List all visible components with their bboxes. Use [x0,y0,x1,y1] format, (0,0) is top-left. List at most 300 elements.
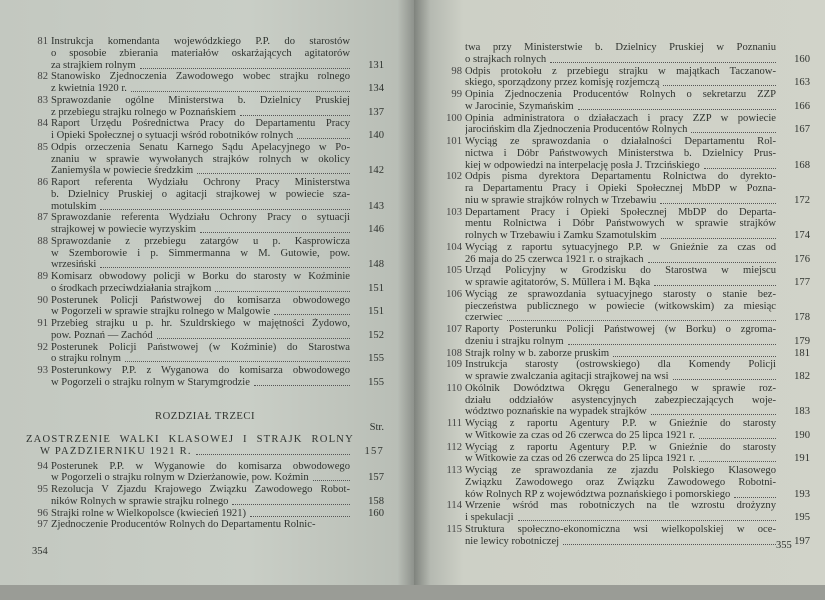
dot-leader [613,348,776,357]
page-folio: 355 [776,540,792,551]
entry-line: Raport Urzędu Pośrednictwa Pracy do Departamentu Pracy [51,118,350,130]
entry-number: 108 [446,347,462,359]
page-number: 131 [368,59,384,71]
entry-number: 109 [446,359,462,371]
page-number: 168 [794,159,810,171]
page-number: 148 [368,259,384,271]
toc-entry [26,365,384,389]
entry-line: o sposobie zbierania materiałów oskarżających agitatorów [51,47,350,59]
entry-line: Związku Zawodowego oraz Związku Zawodowego Robotni- [465,476,776,488]
entry-title [51,36,384,71]
page-number: 172 [794,194,810,206]
entry-line-text: wództwo poznańskie na wypadek strajków [465,406,647,418]
page-number: 151 [368,282,384,294]
entry-line: pieczeństwa publicznego w powiecie (witkowskim) za miesiąc [465,300,776,312]
entry-line: Opinia administratora o działaczach i pracy ZZP w powiecie [465,112,776,124]
chapter-title: ROZDZIAŁ TRZECI [155,410,255,422]
entry-line-text: czerwiec [465,312,503,324]
entry-number: 103 [446,206,462,218]
entry-line-text: w Jarocinie, Szymańskim [465,100,574,112]
entry-number: 107 [446,324,462,335]
entry-line-text: strajkowej w powiecie wyrzyskim [51,224,197,235]
entry-line-text: z przebiegu strajku rolnego w Poznańskiem [51,106,237,118]
right-page [414,0,825,585]
entry-number: 90 [37,294,48,306]
entry-line [51,224,384,236]
entry-line: znaniu w sprawie wywołanych strajków rolnych w okolicy [51,153,350,165]
toc-entries [436,42,810,547]
toc-entry [26,177,384,212]
entry-number: 91 [37,318,48,329]
entry-line [51,83,384,95]
entry-line-text: jarocińskim dla Zjednoczenia Producentów Rolnych [465,124,688,136]
entry-line-text: rolnych w Trzebawiu i Zamku Szamotulskim [465,230,657,241]
entry-number: 97 [37,519,48,531]
entry-title [51,461,384,485]
toc-entry [26,212,384,236]
page-number: 197 [794,535,810,547]
entry-line [465,77,810,89]
entry-title [51,212,384,236]
entry-line: Posterunkowy P.P. z Wyganowa do komisarza obwodowego [51,365,350,376]
entry-title [51,508,384,520]
entry-line: Struktura społeczno-ekonomiczna wsi wielkopolskiej w oce- [465,523,776,535]
entry-title [465,113,810,137]
entry-line [465,348,810,360]
page-folio: 354 [32,546,48,557]
dot-leader [196,446,350,455]
page-number: 155 [368,353,384,365]
entry-line-text: o środkach przeciwdziałania strajkom [51,282,212,294]
entry-line [51,330,384,342]
heading-line [26,446,384,458]
entry-title [51,295,384,319]
dot-leader [215,283,350,292]
page-number: 152 [368,329,384,341]
page-number: 134 [368,83,384,94]
toc-entry [436,207,810,242]
entry-line: w Szemborowie i p. Simmermanna w M. Gutowie, pow. [51,247,350,259]
entry-title [51,95,384,119]
entry-line [51,201,384,213]
entry-line-text: i Opieki Społecznej o sytuacji wśród robotników rolnych [51,130,294,141]
toc-entry [436,66,810,90]
entry-number: 113 [446,465,462,476]
entry-line [51,130,384,142]
entry-line [465,312,810,324]
entry-title [465,42,810,66]
entry-title [465,418,810,442]
toc-entry [436,359,810,383]
toc-entry [436,242,810,266]
entry-title [465,66,810,90]
toc-entry [436,442,810,466]
entry-line [51,60,384,72]
entry-line-text: z kwietnia 1920 r. [51,83,127,94]
page-number: 143 [368,200,384,212]
entry-line: Odpis pisma dyrektora Departamentu Rolnictwa do dyrekto- [465,171,776,183]
entry-title [465,289,810,324]
dot-leader [699,453,776,462]
entry-line [465,512,810,524]
dot-leader [200,224,350,233]
entry-line: Instrukcja starosty (ostrowskiego) dla Komendy Policji [465,359,776,371]
entry-line [465,124,810,136]
dot-leader [550,54,776,63]
entry-line-text: kiej w odpowiedzi na interpelację posła J. Trzcińskiego [465,159,700,171]
entry-line [465,371,810,383]
entry-line [51,165,384,177]
toc-entry [26,461,384,485]
entry-number: 111 [446,418,462,429]
dot-leader [699,430,776,439]
page-number: 142 [368,165,384,177]
entry-line-text: motulskim [51,200,97,212]
entry-line [465,336,810,348]
toc-entries [26,36,384,389]
toc-right [436,42,810,547]
toc-entry [26,508,384,520]
entry-title [465,442,810,466]
entry-line [51,377,384,389]
entry-line-text: o strajkach rolnych [465,53,547,65]
page-number: 190 [794,429,810,441]
toc-entry [26,271,384,295]
entry-line: Odpis protokołu z przebiegu strajku w majątkach Taczanow- [465,65,776,77]
toc-entry [26,484,384,508]
entry-line [465,101,810,113]
dot-leader [673,371,776,380]
entry-number: 86 [37,177,48,188]
entry-line-text: w Witkowie za czas od 26 czerwca do 25 lipca 1921 r. [465,429,696,441]
entry-line: Departament Pracy i Opieki Społecznej MbDP do Departa- [465,206,776,218]
entry-title [465,242,810,266]
entry-line: twa przy Ministerstwie b. Dzielnicy Pruskiej w Poznaniu [465,42,776,53]
entry-line-text: Strajk rolny w b. zaborze pruskim [465,347,610,359]
entry-line [51,353,384,365]
entry-line [51,259,384,271]
page-number: 181 [794,347,810,359]
entry-line [51,472,384,484]
toc-entry [436,42,810,66]
entry-title [465,171,810,206]
toc-entry [26,142,384,177]
entry-number: 94 [37,460,48,472]
page-number: 155 [368,376,384,388]
entry-line-text: ków Rolnych RP z województwa poznańskiego i pomorskiego [465,488,731,500]
entry-line-text: w Pogorzeli o strajku rolnym w Starymgrodzie [51,376,250,388]
entry-line [51,508,384,520]
entry-line: b. Dzielnicy Pruskiej o agitacji strajkowej w powiecie sza- [51,188,350,200]
entry-number: 101 [446,136,462,147]
entry-line: Zjednoczenie Producentów Rolnych do Departamentu Rolnic- [51,519,316,531]
entry-line: Stanowisko Zjednoczenia Zawodowego wobec strajku rolnego [51,71,350,83]
entry-line-text: w Pogorzeli w sprawie strajku rolnego w Malgowie [51,306,271,318]
dot-leader [661,230,776,239]
entry-number: 95 [37,484,48,495]
entry-line [51,283,384,295]
entry-title [465,524,810,548]
entry-line: Rezolucja V Zjazdu Krajowego Związku Zawodowego Robot- [51,484,350,495]
entry-number: 92 [37,341,48,353]
dot-leader [274,306,350,315]
dot-leader [197,165,350,174]
entry-title [51,318,384,342]
entry-line-text: w Witkowie za czas od 26 czerwca do 25 lipca 1921 r. [465,453,696,465]
entry-line-text: 26 maja do 25 czerwca 1921 r. o strajkach [465,253,644,265]
entry-number: 114 [446,500,462,512]
entry-title [465,359,810,383]
entry-line-text: dzeniu i strajku rolnym [465,335,564,347]
dot-leader [563,536,776,545]
entry-line [465,230,810,242]
entry-title [51,142,384,177]
entry-number: 105 [446,265,462,277]
entry-line-text: w sprawie agitatorów, S. Müllera i M. Bąka [465,277,651,288]
entry-number: 82 [37,71,48,83]
entry-line: Wrzenie wśród mas robotniczych na tle wzrostu drożyzny [465,500,776,512]
page-number: 179 [794,335,810,347]
entry-title [465,89,810,113]
heading-line: ZAOSTRZENIE WALKI KLASOWEJ I STRAJK ROLNY [26,434,354,445]
toc-entry [436,136,810,171]
entry-line: Sprawozdanie ogólne Ministerstwa b. Dzielnicy Pruskiej [51,94,350,106]
entry-title [51,177,384,212]
page-number: 166 [794,100,810,112]
toc-entries [26,461,384,532]
entry-line: Wyciąg ze sprawozdania ze zjazdu Polskiego Klasowego [465,465,776,476]
entry-title [51,118,384,142]
page-number: 177 [794,277,810,288]
entry-line: Posterunek P.P. w Wyganowie do komisarza obwodowego [51,460,350,472]
entry-number: 100 [446,112,462,124]
entry-line-text: Strajki rolne w Wielkopolsce (kwiecień 1921) [51,507,247,519]
entry-line: Posterunek Policji Państwowej do komisarza obwodowego [51,294,350,306]
page-number: 174 [794,230,810,241]
entry-title [51,71,384,95]
page-number: 163 [794,77,810,89]
page-number: 157 [368,472,384,484]
entry-line: Sprawozdanie z przebiegu zatargów u p. Kasprowicza [51,235,350,247]
entry-line: Komisarz obwodowy policji w Borku do starosty w Koźminie [51,271,350,282]
dot-leader [648,254,776,263]
page-number: 195 [794,512,810,523]
entry-line: mentu Rolnictwa i Dóbr Państwowych w sprawie strajków [465,218,776,230]
entry-line: Wyciąg z raportu Agentury P.P. w Gnieźnie do starosty [465,418,776,429]
page-number: 191 [794,453,810,465]
dot-leader [691,124,776,133]
entry-number: 87 [37,212,48,224]
entry-title [465,265,810,289]
entry-number: 104 [446,241,462,253]
entry-line-text: wrzesiński [51,259,97,271]
entry-title [51,271,384,295]
entry-line: Wyciąg z raportu sytuacyjnego P.P. w Gnieźnie za czas od [465,241,776,253]
entry-title [51,484,384,508]
entry-line [465,453,810,465]
entry-line: Opinia Zjednoczenia Producentów Rolnych o sekretarzu ZZP [465,89,776,100]
toc-left [26,36,384,531]
dot-leader [250,508,350,517]
dot-leader [297,130,350,139]
entry-number: 89 [37,271,48,282]
entry-number: 88 [37,235,48,247]
entry-number: 84 [37,118,48,130]
page-number: 160 [368,507,384,519]
entry-line: Wyciąg ze sprawozdania o działalności Departamentu Rol- [465,136,776,147]
dot-leader [518,512,776,521]
entry-number: 98 [451,65,462,77]
page-number: 176 [794,253,810,265]
entry-line-text: Zaniemyśla w powiecie średzkim [51,165,194,177]
entry-line [465,254,810,266]
entry-line [465,406,810,418]
entry-line-text: w sprawie zwalczania agitacji strajkowej na wsi [465,371,669,382]
toc-entry [26,318,384,342]
entry-title [465,136,810,171]
toc-entry [436,500,810,524]
entry-title [465,207,810,242]
entry-number: 99 [451,89,462,100]
entry-line [465,489,810,501]
dot-leader [651,406,776,415]
toc-entry [436,465,810,500]
entry-number: 110 [446,382,462,394]
entry-title [465,348,810,360]
dot-leader [240,107,350,116]
entry-title [465,500,810,524]
entry-title [51,365,384,389]
entry-line [465,277,810,289]
toc-entry [436,383,810,418]
entry-number: 83 [37,94,48,106]
entry-line: Raport referenta Wydziału Ochrony Pracy Ministerstwa [51,177,350,188]
page-number: 158 [368,495,384,507]
toc-entry [436,171,810,206]
entry-line-text: ników Rolnych w sprawie strajku rolnego [51,495,229,507]
entry-line-text: w Pogorzeli o strajku rolnym w Dzierżanowie, pow. Koźmin [51,472,309,484]
dot-leader [654,277,776,286]
entry-line [465,54,810,66]
page-number: 140 [368,130,384,141]
entry-line: działu oddziałów asystencyjnych zabezpieczających woje- [465,394,776,406]
entry-number [436,42,465,66]
entry-title [465,324,810,348]
dot-leader [578,101,776,110]
toc-entry [436,418,810,442]
entry-title [51,519,384,531]
page-number: 167 [794,124,810,136]
page-number: 193 [794,488,810,500]
entry-line-text: o strajku rolnym [51,353,122,365]
entry-line: Wyciąg z raportu Agentury P.P. w Gnieźnie do starosty [465,441,776,453]
dot-leader [663,77,776,86]
toc-entry [26,236,384,271]
entry-line: Odpis orzeczenia Senatu Karnego Sądu Apelacyjnego w Po- [51,141,350,153]
chapter-heading [26,434,384,458]
dot-leader [100,259,350,268]
dot-leader [157,330,350,339]
entry-number: 106 [446,288,462,300]
entry-line-text: pow. Poznań — Zachód [51,329,153,341]
page-number: 151 [368,306,384,318]
entry-line [51,107,384,119]
entry-line [465,430,810,442]
entry-title [465,465,810,500]
str-label: Str. [369,422,384,434]
entry-line: Sprawozdanie referenta Wydziału Ochrony Pracy o sytuacji [51,212,350,224]
dot-leader [704,160,776,169]
page-number: 178 [794,312,810,324]
dot-leader [507,312,776,321]
toc-entry [436,265,810,289]
toc-entry [26,342,384,366]
entry-line [465,160,810,172]
toc-entry [26,71,384,95]
entry-line: Okólnik Dowództwa Okręgu Generalnego w sprawie roz- [465,382,776,394]
entry-line: nictwa i Dóbr Państwowych Ministerstwa b. Dzielnicy Prus- [465,147,776,159]
toc-entry [436,289,810,324]
entry-number: 85 [37,141,48,153]
dot-leader [568,336,776,345]
entry-line: Instrukcja komendanta wojewódzkiego P.P. do starostów [51,36,350,47]
dot-leader [232,496,350,505]
dot-leader [254,377,350,386]
entry-title [51,342,384,366]
entry-number: 102 [446,171,462,183]
entry-line [51,496,384,508]
entry-number: 96 [37,507,48,519]
dot-leader [660,195,776,204]
heading-text: W PAŹDZIERNIKU 1921 R. [40,445,192,457]
entry-line: ra Departamentu Pracy i Opieki Społecznej MbDP w Pozna- [465,183,776,194]
page-number: 160 [794,53,810,65]
toc-entry [26,118,384,142]
toc-entry [436,524,810,548]
entry-line [465,195,810,207]
toc-entry [436,348,810,360]
page-number: 157 [364,445,384,457]
entry-line-text: za strajkiem rolnym [51,59,136,71]
entry-title [465,383,810,418]
entry-line: Raporty Posterunku Policji Państwowej (w Borku) o zgroma- [465,324,776,335]
entry-number: 93 [37,365,48,376]
page-number: 182 [794,371,810,382]
dot-leader [734,489,776,498]
entry-line: Wyciąg ze sprawozdania sytuacyjnego starosty o stanie bez- [465,288,776,300]
entry-number: 81 [37,36,48,47]
entry-line [465,536,810,548]
page-number: 183 [794,406,810,418]
entry-line-text: niu w sprawie strajków rolnych w Trzebawiu [465,194,657,206]
entry-line-text: skiego, sporządzony przez komisję rozjemczą [465,77,660,89]
entry-line: Urząd Policyjny w Grodzisku do Starostwa w miejscu [465,265,776,277]
entry-number: 115 [446,523,462,535]
page-number: 137 [368,106,384,118]
entry-title [51,236,384,271]
entry-line [51,306,384,318]
dot-leader [125,353,350,362]
dot-leader [100,201,350,210]
dot-leader [140,60,350,69]
toc-entry [26,295,384,319]
toc-entry [436,89,810,113]
toc-entry [26,519,384,531]
entry-line: Posterunek Policji Państwowej (w Koźminie) do Starostwa [51,341,350,353]
entry-line: Przebieg strajku u p. hr. Szuldrskiego w majętności Żydowo, [51,318,350,329]
dot-leader [131,83,350,92]
toc-entry [436,113,810,137]
